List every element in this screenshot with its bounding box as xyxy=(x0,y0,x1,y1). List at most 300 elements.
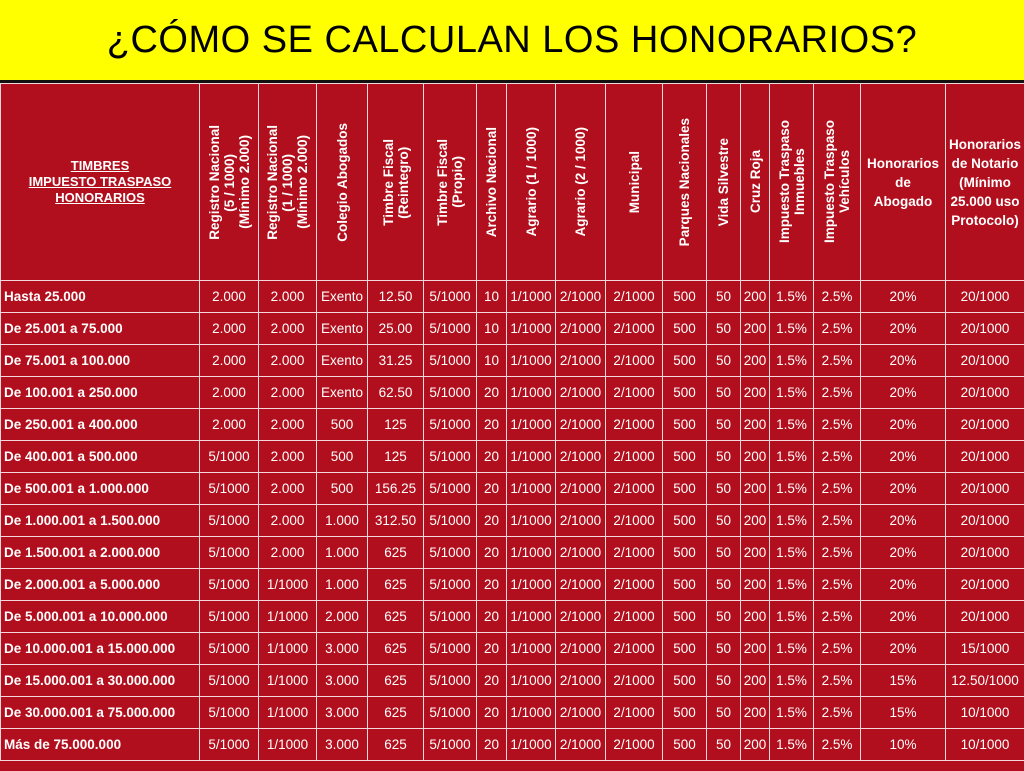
table-cell: 2.000 xyxy=(259,537,317,569)
row-range-label: De 25.001 a 75.000 xyxy=(1,313,200,345)
column-header xyxy=(946,84,1024,281)
column-header xyxy=(317,84,368,281)
table-cell: 5/1000 xyxy=(200,601,259,633)
table-cell: 1/1000 xyxy=(259,633,317,665)
table-cell: 2/1000 xyxy=(556,601,606,633)
table-row xyxy=(1,537,1024,569)
table-cell: 2.5% xyxy=(814,729,861,761)
column-header-label: Archivo Nacional xyxy=(484,127,499,237)
table-cell: 1.5% xyxy=(770,505,814,537)
table-cell: 200 xyxy=(741,633,770,665)
table-row xyxy=(1,313,1024,345)
column-header-label: Vida Silvestre xyxy=(716,138,731,226)
table-row xyxy=(1,633,1024,665)
table-cell: 15% xyxy=(861,697,946,729)
header-row xyxy=(1,84,1024,281)
table-cell: 500 xyxy=(317,409,368,441)
table-cell: 1.5% xyxy=(770,601,814,633)
table-cell: 2.000 xyxy=(259,281,317,313)
table-cell: 5/1000 xyxy=(424,601,477,633)
table-cell: 2.5% xyxy=(814,281,861,313)
table-cell: 2.000 xyxy=(259,345,317,377)
table-cell: 2/1000 xyxy=(556,569,606,601)
table-cell: 20% xyxy=(861,281,946,313)
table-cell: 20/1000 xyxy=(946,601,1024,633)
table-cell: 5/1000 xyxy=(424,409,477,441)
table-cell: 2/1000 xyxy=(606,729,663,761)
table-cell: 10% xyxy=(861,729,946,761)
table-row xyxy=(1,665,1024,697)
table-cell: 2.5% xyxy=(814,313,861,345)
column-header xyxy=(814,84,861,281)
table-cell: 50 xyxy=(707,697,741,729)
table-cell: 50 xyxy=(707,569,741,601)
table-cell: 5/1000 xyxy=(200,569,259,601)
table-cell: 5/1000 xyxy=(424,537,477,569)
table-cell: 500 xyxy=(663,505,707,537)
table-cell: 5/1000 xyxy=(424,697,477,729)
table-cell: 1/1000 xyxy=(507,473,556,505)
table-cell: 15/1000 xyxy=(946,633,1024,665)
table-cell: 1.5% xyxy=(770,665,814,697)
table-cell: 20% xyxy=(861,569,946,601)
table-cell: 2/1000 xyxy=(606,633,663,665)
row-range-label: De 75.001 a 100.000 xyxy=(1,345,200,377)
table-cell: 2/1000 xyxy=(606,473,663,505)
table-cell: 500 xyxy=(663,473,707,505)
table-cell: 500 xyxy=(663,377,707,409)
table-cell: 20% xyxy=(861,633,946,665)
table-cell: 200 xyxy=(741,473,770,505)
table-cell: 1/1000 xyxy=(507,729,556,761)
table-cell: 5/1000 xyxy=(200,665,259,697)
table-cell: 1.5% xyxy=(770,473,814,505)
table-cell: 20% xyxy=(861,377,946,409)
corner-header xyxy=(1,84,200,281)
table-cell: 2.5% xyxy=(814,409,861,441)
table-cell: 20 xyxy=(477,473,507,505)
table-cell: Exento xyxy=(317,281,368,313)
row-range-label: De 1.000.001 a 1.500.000 xyxy=(1,505,200,537)
table-cell: 1/1000 xyxy=(507,601,556,633)
table-cell: 2.5% xyxy=(814,537,861,569)
table-cell: 1/1000 xyxy=(507,633,556,665)
table-cell: 200 xyxy=(741,409,770,441)
table-cell: 12.50 xyxy=(368,281,424,313)
table-cell: 2/1000 xyxy=(556,473,606,505)
table-cell: 20/1000 xyxy=(946,409,1024,441)
table-cell: 1.000 xyxy=(317,569,368,601)
table-cell: 2/1000 xyxy=(606,281,663,313)
table-cell: 20/1000 xyxy=(946,345,1024,377)
page-title: ¿CÓMO SE CALCULAN LOS HONORARIOS? xyxy=(107,19,917,62)
table-cell: 5/1000 xyxy=(200,729,259,761)
column-header xyxy=(424,84,477,281)
table-cell: 1/1000 xyxy=(507,665,556,697)
table-cell: 1.5% xyxy=(770,281,814,313)
table-cell: 2/1000 xyxy=(556,633,606,665)
table-cell: 50 xyxy=(707,537,741,569)
table-cell: 2.000 xyxy=(259,313,317,345)
table-cell: 1.5% xyxy=(770,313,814,345)
table-cell: 20% xyxy=(861,345,946,377)
column-header-label: Parques Nacionales xyxy=(677,118,692,246)
table-cell: 1.5% xyxy=(770,409,814,441)
table-cell: 5/1000 xyxy=(200,697,259,729)
table-cell: 20/1000 xyxy=(946,441,1024,473)
row-range-label: De 100.001 a 250.000 xyxy=(1,377,200,409)
table-cell: 1.5% xyxy=(770,697,814,729)
table-cell: 2/1000 xyxy=(556,313,606,345)
table-cell: 10/1000 xyxy=(946,697,1024,729)
table-cell: 5/1000 xyxy=(200,505,259,537)
table-cell: 2/1000 xyxy=(556,281,606,313)
table-cell: 200 xyxy=(741,697,770,729)
table-row xyxy=(1,729,1024,761)
table-cell: 625 xyxy=(368,537,424,569)
table-cell: 1/1000 xyxy=(507,505,556,537)
column-header xyxy=(770,84,814,281)
column-header-label: Timbre Fiscal (Reintegro) xyxy=(381,139,411,226)
table-cell: 500 xyxy=(317,473,368,505)
row-range-label: De 2.000.001 a 5.000.000 xyxy=(1,569,200,601)
table-cell: 625 xyxy=(368,729,424,761)
table-cell: 625 xyxy=(368,697,424,729)
table-cell: 2.5% xyxy=(814,569,861,601)
table-cell: 625 xyxy=(368,601,424,633)
column-header-label: Agrario (2 / 1000) xyxy=(573,127,588,237)
table-cell: 20% xyxy=(861,537,946,569)
table-cell: 2.000 xyxy=(259,441,317,473)
table-cell: 2/1000 xyxy=(556,441,606,473)
table-cell: 125 xyxy=(368,409,424,441)
table-cell: 62.50 xyxy=(368,377,424,409)
table-cell: 5/1000 xyxy=(424,633,477,665)
table-cell: 1/1000 xyxy=(507,409,556,441)
table-cell: 2.5% xyxy=(814,377,861,409)
table-cell: 500 xyxy=(663,729,707,761)
table-cell: 50 xyxy=(707,601,741,633)
table-cell: 625 xyxy=(368,633,424,665)
row-range-label: De 15.000.001 a 30.000.000 xyxy=(1,665,200,697)
column-header xyxy=(200,84,259,281)
table-cell: 20 xyxy=(477,377,507,409)
table-cell: 20% xyxy=(861,601,946,633)
table-cell: 200 xyxy=(741,601,770,633)
table-cell: 2.000 xyxy=(317,601,368,633)
column-header xyxy=(477,84,507,281)
table-cell: 20% xyxy=(861,409,946,441)
table-row xyxy=(1,505,1024,537)
table-cell: 1/1000 xyxy=(259,665,317,697)
table-row xyxy=(1,569,1024,601)
table-cell: 2.000 xyxy=(259,473,317,505)
table-cell: 1.5% xyxy=(770,537,814,569)
table-cell: 500 xyxy=(663,633,707,665)
table-cell: 500 xyxy=(663,569,707,601)
column-header-label: Honorarios de Notario (Mínimo 25.000 uso Protocolo) xyxy=(946,135,1024,230)
row-range-label: De 10.000.001 a 15.000.000 xyxy=(1,633,200,665)
table-row xyxy=(1,601,1024,633)
table-cell: 20% xyxy=(861,505,946,537)
table-cell: 200 xyxy=(741,281,770,313)
column-header-label: Municipal xyxy=(627,151,642,213)
table-cell: 5/1000 xyxy=(424,473,477,505)
table-cell: 2/1000 xyxy=(556,377,606,409)
table-cell: 2.5% xyxy=(814,505,861,537)
table-cell: Exento xyxy=(317,377,368,409)
table-cell: 1/1000 xyxy=(507,569,556,601)
table-cell: 2.5% xyxy=(814,345,861,377)
table-cell: 10/1000 xyxy=(946,729,1024,761)
title-bar xyxy=(0,0,1024,80)
table-cell: 5/1000 xyxy=(424,345,477,377)
table-cell: 2/1000 xyxy=(556,697,606,729)
table-cell: 1/1000 xyxy=(259,569,317,601)
table-cell: Exento xyxy=(317,313,368,345)
corner-header-label: TIMBRES IMPUESTO TRASPASO HONORARIOS xyxy=(1,158,199,206)
table-cell: 200 xyxy=(741,537,770,569)
table-cell: Exento xyxy=(317,345,368,377)
table-cell: 1/1000 xyxy=(259,697,317,729)
table-cell: 5/1000 xyxy=(424,569,477,601)
table-cell: 2.000 xyxy=(200,281,259,313)
table-cell: 2/1000 xyxy=(606,505,663,537)
column-header-label: Cruz Roja xyxy=(748,150,763,213)
table-cell: 500 xyxy=(663,313,707,345)
table-cell: 1.5% xyxy=(770,377,814,409)
table-row xyxy=(1,281,1024,313)
table-cell: 2.5% xyxy=(814,473,861,505)
table-cell: 500 xyxy=(663,601,707,633)
table-cell: 1/1000 xyxy=(507,537,556,569)
table-cell: 2/1000 xyxy=(606,409,663,441)
table-cell: 10 xyxy=(477,281,507,313)
table-cell: 2.000 xyxy=(200,313,259,345)
table-row xyxy=(1,377,1024,409)
column-header xyxy=(368,84,424,281)
table-cell: 20 xyxy=(477,729,507,761)
table-cell: 2/1000 xyxy=(556,665,606,697)
table-cell: 5/1000 xyxy=(424,313,477,345)
column-header xyxy=(741,84,770,281)
table-cell: 2.5% xyxy=(814,441,861,473)
table-cell: 200 xyxy=(741,377,770,409)
column-header-label: Colegio Abogados xyxy=(335,123,350,242)
table-cell: 1/1000 xyxy=(507,697,556,729)
table-cell: 5/1000 xyxy=(200,633,259,665)
table-cell: 200 xyxy=(741,345,770,377)
row-range-label: De 250.001 a 400.000 xyxy=(1,409,200,441)
table-cell: 500 xyxy=(663,441,707,473)
table-cell: 50 xyxy=(707,313,741,345)
table-cell: 1.000 xyxy=(317,537,368,569)
row-range-label: De 400.001 a 500.000 xyxy=(1,441,200,473)
table-cell: 20% xyxy=(861,313,946,345)
table-cell: 1/1000 xyxy=(507,345,556,377)
table-cell: 50 xyxy=(707,409,741,441)
table-cell: 50 xyxy=(707,345,741,377)
table-cell: 1/1000 xyxy=(507,441,556,473)
table-cell: 10 xyxy=(477,313,507,345)
table-cell: 1.5% xyxy=(770,729,814,761)
row-range-label: De 500.001 a 1.000.000 xyxy=(1,473,200,505)
table-cell: 50 xyxy=(707,633,741,665)
column-header xyxy=(606,84,663,281)
table-cell: 3.000 xyxy=(317,665,368,697)
column-header-label: Honorarios de Abogado xyxy=(861,154,945,211)
table-cell: 20 xyxy=(477,697,507,729)
table-cell: 500 xyxy=(663,409,707,441)
row-range-label: De 30.000.001 a 75.000.000 xyxy=(1,697,200,729)
table-cell: 3.000 xyxy=(317,729,368,761)
table-cell: 200 xyxy=(741,313,770,345)
column-header xyxy=(663,84,707,281)
table-cell: 5/1000 xyxy=(424,505,477,537)
table-cell: 125 xyxy=(368,441,424,473)
column-header-label: Agrario (1 / 1000) xyxy=(524,127,539,237)
row-range-label: De 1.500.001 a 2.000.000 xyxy=(1,537,200,569)
table-cell: 15% xyxy=(861,665,946,697)
table-cell: 20 xyxy=(477,505,507,537)
table-cell: 2.5% xyxy=(814,633,861,665)
table-cell: 2.000 xyxy=(200,345,259,377)
fees-table-container xyxy=(0,80,1024,771)
table-cell: 2.000 xyxy=(259,409,317,441)
table-cell: 20/1000 xyxy=(946,569,1024,601)
table-cell: 20 xyxy=(477,633,507,665)
table-cell: 1/1000 xyxy=(259,729,317,761)
column-header xyxy=(259,84,317,281)
table-cell: 12.50/1000 xyxy=(946,665,1024,697)
table-row xyxy=(1,345,1024,377)
table-cell: 1.5% xyxy=(770,633,814,665)
table-cell: 1/1000 xyxy=(507,377,556,409)
table-cell: 20 xyxy=(477,601,507,633)
table-cell: 50 xyxy=(707,281,741,313)
column-header-label: Timbre Fiscal (Propio) xyxy=(435,139,465,226)
table-cell: 1.5% xyxy=(770,345,814,377)
table-cell: 5/1000 xyxy=(424,377,477,409)
table-cell: 1/1000 xyxy=(259,601,317,633)
table-cell: 2/1000 xyxy=(606,313,663,345)
table-cell: 3.000 xyxy=(317,697,368,729)
table-cell: 3.000 xyxy=(317,633,368,665)
table-cell: 1/1000 xyxy=(507,281,556,313)
table-cell: 20/1000 xyxy=(946,473,1024,505)
table-cell: 25.00 xyxy=(368,313,424,345)
table-cell: 200 xyxy=(741,505,770,537)
table-cell: 20 xyxy=(477,441,507,473)
table-cell: 200 xyxy=(741,729,770,761)
table-row xyxy=(1,473,1024,505)
table-cell: 500 xyxy=(663,345,707,377)
table-cell: 2/1000 xyxy=(606,601,663,633)
table-row xyxy=(1,409,1024,441)
table-cell: 2/1000 xyxy=(606,665,663,697)
row-range-label: Hasta 25.000 xyxy=(1,281,200,313)
table-cell: 2/1000 xyxy=(556,505,606,537)
table-cell: 2.000 xyxy=(259,377,317,409)
table-cell: 2/1000 xyxy=(606,537,663,569)
row-range-label: Más de 75.000.000 xyxy=(1,729,200,761)
table-cell: 625 xyxy=(368,569,424,601)
column-header xyxy=(707,84,741,281)
table-cell: 200 xyxy=(741,441,770,473)
table-cell: 5/1000 xyxy=(424,729,477,761)
table-cell: 2/1000 xyxy=(556,729,606,761)
table-cell: 2/1000 xyxy=(606,697,663,729)
column-header-label: Impuesto Traspaso Inmuebles xyxy=(777,120,807,243)
table-cell: 20 xyxy=(477,537,507,569)
table-cell: 5/1000 xyxy=(424,441,477,473)
fees-table xyxy=(0,83,1024,761)
table-cell: 10 xyxy=(477,345,507,377)
table-cell: 2.5% xyxy=(814,697,861,729)
table-cell: 20/1000 xyxy=(946,537,1024,569)
table-cell: 5/1000 xyxy=(424,281,477,313)
table-cell: 500 xyxy=(317,441,368,473)
table-cell: 2/1000 xyxy=(606,345,663,377)
table-cell: 200 xyxy=(741,665,770,697)
table-cell: 50 xyxy=(707,665,741,697)
table-cell: 1.000 xyxy=(317,505,368,537)
column-header-label: Registro Nacional (1 / 1000) (Mínimo 2.000) xyxy=(265,125,310,240)
table-cell: 20/1000 xyxy=(946,377,1024,409)
table-row xyxy=(1,697,1024,729)
table-cell: 2/1000 xyxy=(606,441,663,473)
table-cell: 2/1000 xyxy=(556,409,606,441)
table-cell: 20/1000 xyxy=(946,313,1024,345)
table-cell: 50 xyxy=(707,473,741,505)
table-cell: 1.5% xyxy=(770,569,814,601)
table-cell: 20 xyxy=(477,665,507,697)
table-row xyxy=(1,441,1024,473)
table-cell: 312.50 xyxy=(368,505,424,537)
table-cell: 20% xyxy=(861,441,946,473)
column-header xyxy=(507,84,556,281)
table-cell: 5/1000 xyxy=(424,665,477,697)
table-cell: 500 xyxy=(663,281,707,313)
table-cell: 2.5% xyxy=(814,601,861,633)
table-cell: 625 xyxy=(368,665,424,697)
table-cell: 2.5% xyxy=(814,665,861,697)
table-cell: 200 xyxy=(741,569,770,601)
table-cell: 2.000 xyxy=(200,409,259,441)
table-cell: 5/1000 xyxy=(200,473,259,505)
table-cell: 2.000 xyxy=(259,505,317,537)
table-cell: 5/1000 xyxy=(200,441,259,473)
table-cell: 2/1000 xyxy=(556,537,606,569)
table-cell: 50 xyxy=(707,729,741,761)
table-body xyxy=(1,281,1024,761)
table-cell: 500 xyxy=(663,537,707,569)
row-range-label: De 5.000.001 a 10.000.000 xyxy=(1,601,200,633)
table-cell: 500 xyxy=(663,697,707,729)
table-cell: 31.25 xyxy=(368,345,424,377)
table-cell: 20/1000 xyxy=(946,505,1024,537)
table-cell: 2/1000 xyxy=(606,377,663,409)
table-cell: 50 xyxy=(707,377,741,409)
table-cell: 500 xyxy=(663,665,707,697)
table-cell: 50 xyxy=(707,505,741,537)
table-cell: 20% xyxy=(861,473,946,505)
column-header-label: Impuesto Traspaso Vehículos xyxy=(822,120,852,243)
table-cell: 50 xyxy=(707,441,741,473)
table-cell: 2/1000 xyxy=(606,569,663,601)
table-cell: 20 xyxy=(477,569,507,601)
column-header-label: Registro Nacional (5 / 1000) (Mínimo 2.000) xyxy=(207,125,252,240)
